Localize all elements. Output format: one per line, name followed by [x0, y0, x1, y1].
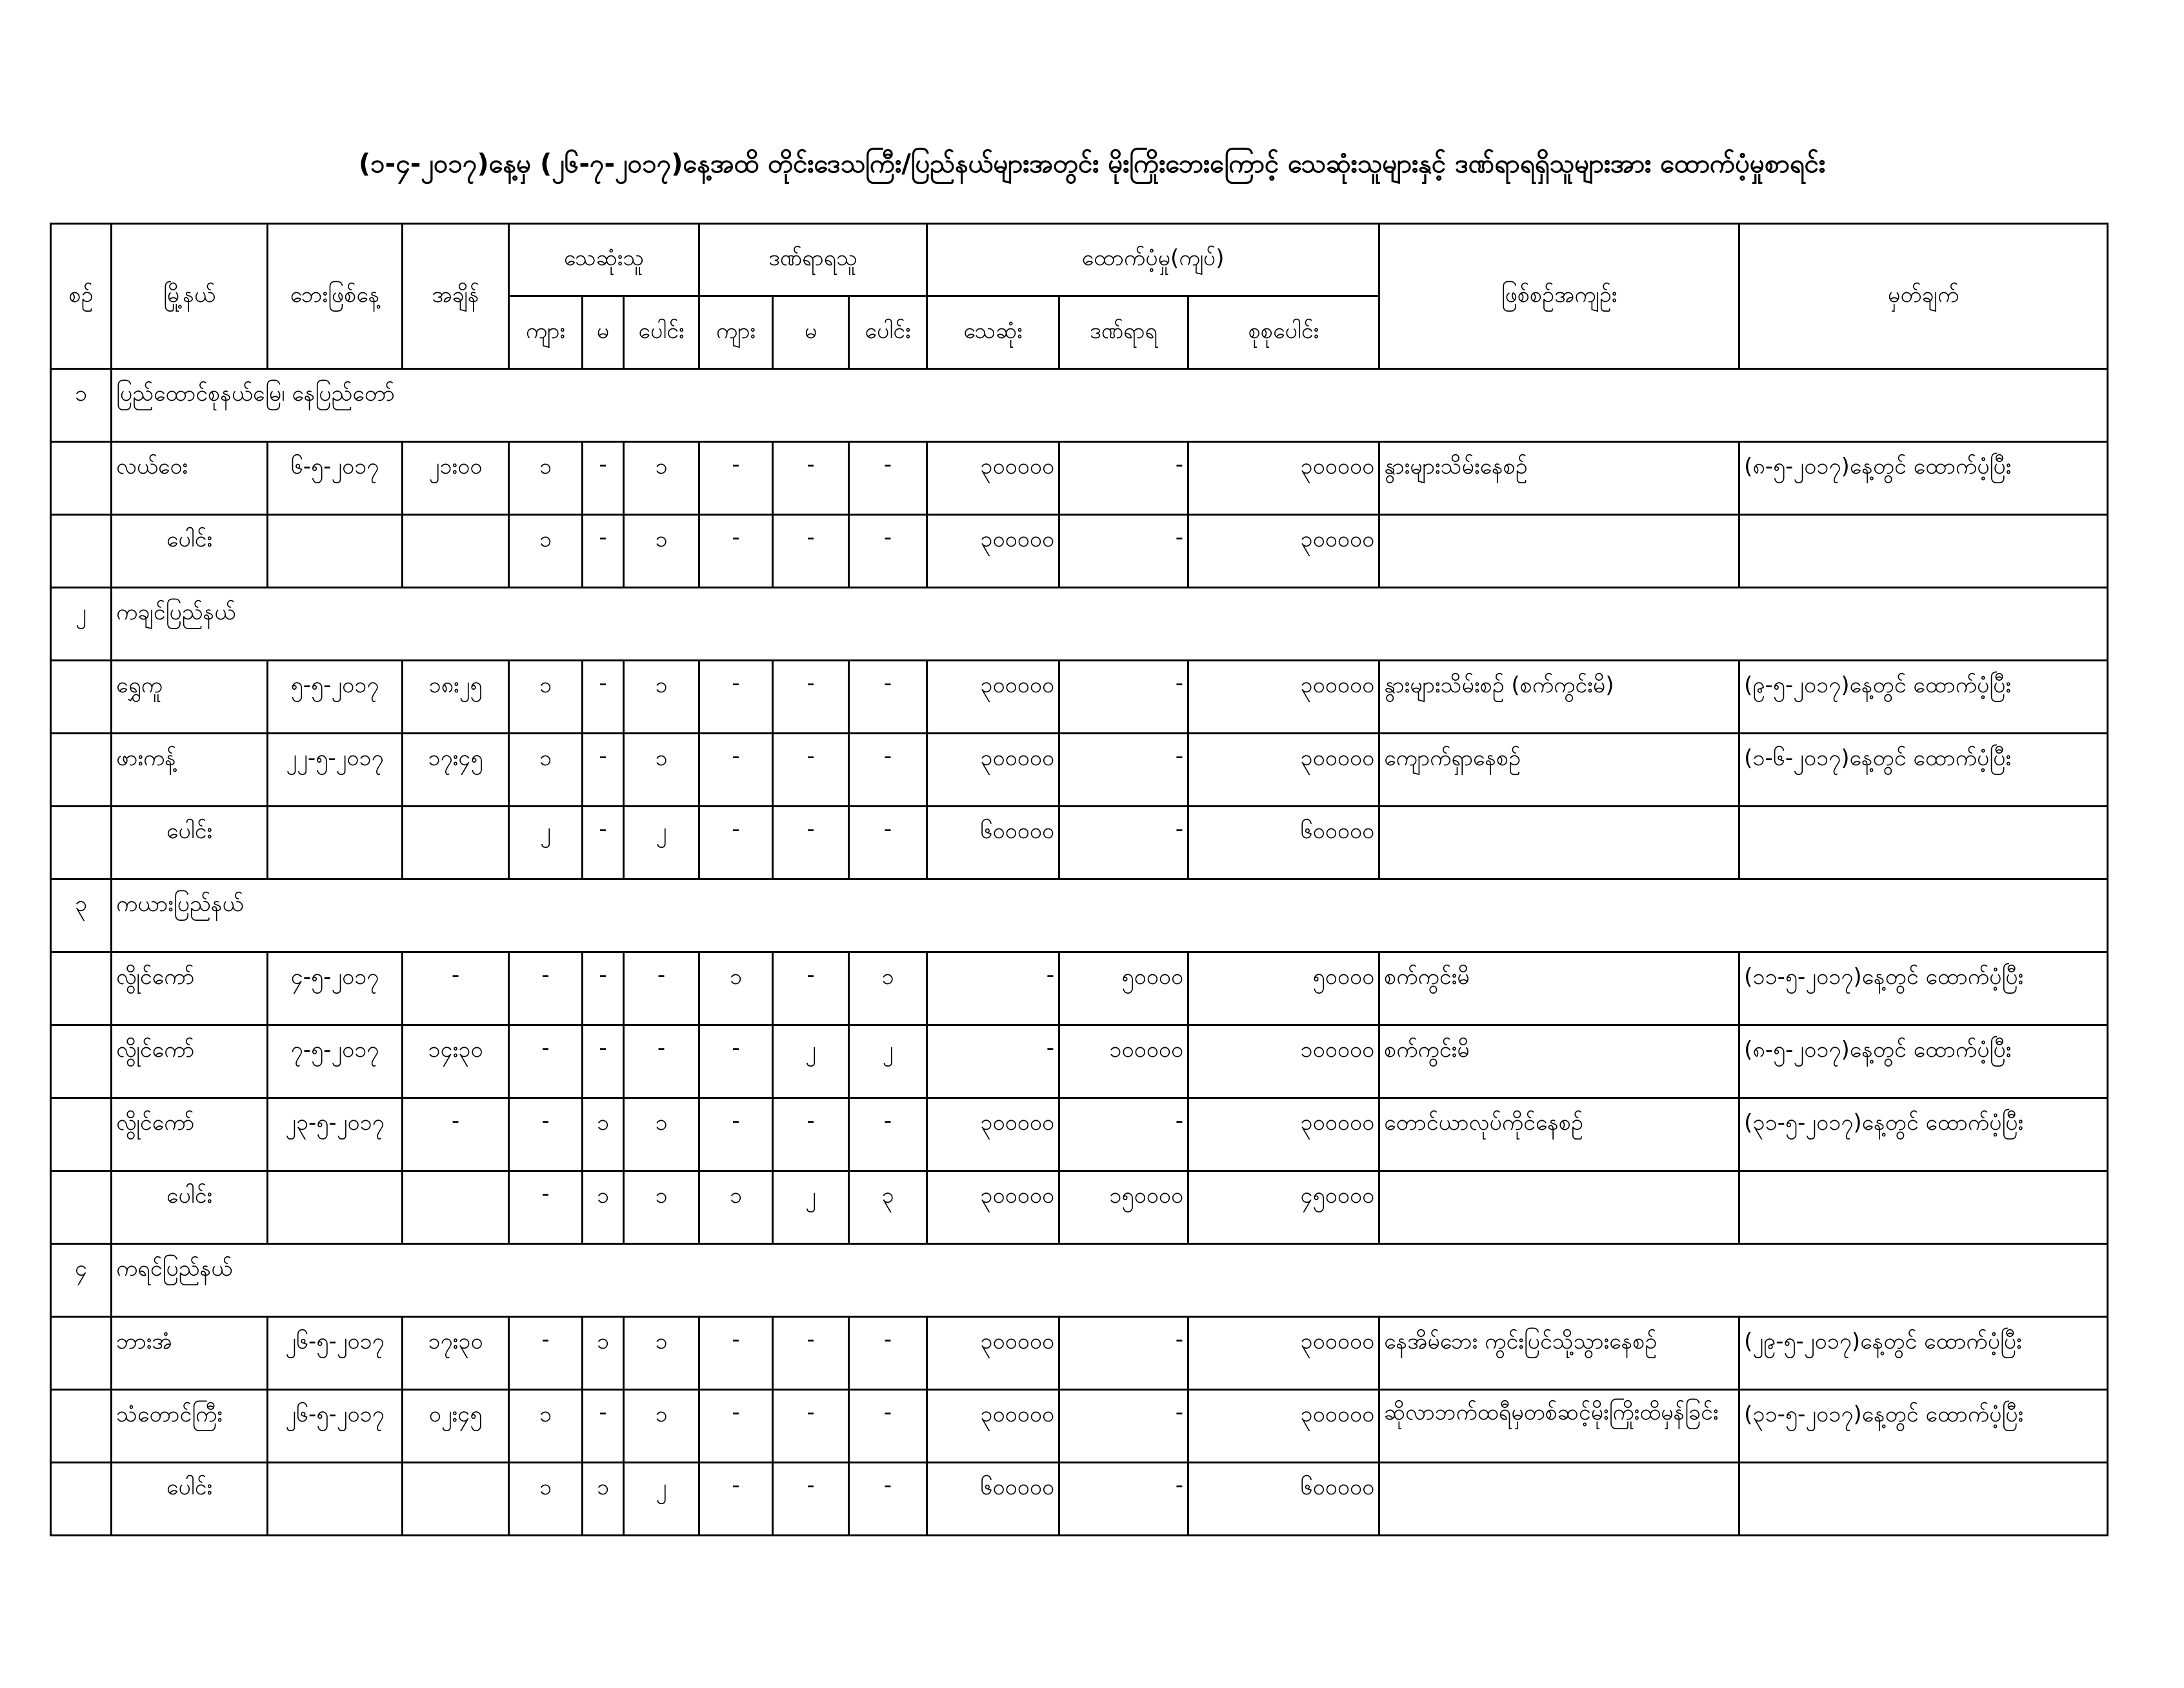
cell-support-dead: ၃၀၀၀၀၀ [927, 1317, 1059, 1390]
section-row [51, 1244, 2108, 1317]
cell-dead-total: ၁ [624, 1317, 699, 1390]
cell-dead-female: - [583, 661, 624, 734]
cell-no [51, 661, 112, 734]
cell-remark [1739, 807, 2108, 879]
section-name: ပြည်ထောင်စုနယ်မြေ၊ နေပြည်တော် [112, 369, 2108, 442]
cell-date [268, 1171, 403, 1244]
cell-time [403, 807, 509, 879]
table-row [51, 734, 2108, 807]
cell-remark: (၁-၆-၂၀၁၇)နေ့တွင် ထောက်ပံ့ပြီး [1739, 734, 2108, 807]
cell-township: လယ်ဝေး [112, 442, 268, 515]
total-injured-total: - [849, 807, 927, 879]
cell-remark [1739, 1463, 2108, 1536]
total-injured-male: - [699, 515, 773, 588]
cell-support-injured: - [1059, 661, 1188, 734]
section-name: ကချင်ပြည်နယ် [112, 588, 2108, 661]
cell-time [403, 1171, 509, 1244]
cell-injured-male: - [699, 1317, 773, 1390]
cell-date: ၇-၅-၂၀၁၇ [268, 1025, 403, 1098]
cell-time: - [403, 1098, 509, 1171]
section-no: ၂ [51, 588, 112, 661]
cell-dead-male: - [509, 952, 583, 1025]
cell-dead-total: - [624, 952, 699, 1025]
cell-support-injured: ၅၀၀၀၀ [1059, 952, 1188, 1025]
subtotal-label: ပေါင်း [112, 1463, 268, 1536]
cell-injured-male: - [699, 661, 773, 734]
cell-injured-female: - [773, 442, 849, 515]
cell-dead-total: ၁ [624, 442, 699, 515]
cell-support-total: ၃၀၀၀၀၀ [1188, 1317, 1379, 1390]
cell-dead-male: ၁ [509, 442, 583, 515]
col-header-township: မြို့နယ် [112, 224, 268, 369]
cell-remark: (၈-၅-၂၀၁၇)နေ့တွင် ထောက်ပံ့ပြီး [1739, 442, 2108, 515]
total-support-injured: - [1059, 807, 1188, 879]
cell-cause: စက်ကွင်းမိ [1379, 952, 1739, 1025]
total-dead-female: ၁ [583, 1171, 624, 1244]
total-injured-female: - [773, 807, 849, 879]
cell-dead-male: - [509, 1098, 583, 1171]
total-support-total: ၆၀၀၀၀၀ [1188, 807, 1379, 879]
cell-dead-female: - [583, 952, 624, 1025]
cell-injured-male: - [699, 734, 773, 807]
subtotal-label: ပေါင်း [112, 515, 268, 588]
cell-support-injured: - [1059, 1390, 1188, 1463]
col-header-time: အချိန် [403, 224, 509, 369]
cell-no [51, 1463, 112, 1536]
cell-no [51, 1390, 112, 1463]
total-dead-total: ၁ [624, 1171, 699, 1244]
cell-dead-female: ၁ [583, 1317, 624, 1390]
cell-injured-total: - [849, 661, 927, 734]
cell-cause: ကျောက်ရှာနေစဉ် [1379, 734, 1739, 807]
cell-township: ဖားကန့် [112, 734, 268, 807]
cell-dead-male: - [509, 1025, 583, 1098]
header-row-1 [51, 224, 2108, 296]
cell-cause [1379, 807, 1739, 879]
cell-time: ၁၄း၃၀ [403, 1025, 509, 1098]
cell-support-dead: ၃၀၀၀၀၀ [927, 1098, 1059, 1171]
total-dead-total: ၂ [624, 807, 699, 879]
cell-remark: (၈-၅-၂၀၁၇)နေ့တွင် ထောက်ပံ့ပြီး [1739, 1025, 2108, 1098]
cell-township: လွိုင်ကော် [112, 1098, 268, 1171]
cell-remark: (၉-၅-၂၀၁၇)နေ့တွင် ထောက်ပံ့ပြီး [1739, 661, 2108, 734]
cell-dead-female: - [583, 1390, 624, 1463]
cell-dead-male: - [509, 1317, 583, 1390]
table-row [51, 952, 2108, 1025]
cell-support-dead: - [927, 952, 1059, 1025]
cell-injured-total: - [849, 1098, 927, 1171]
cell-cause: စက်ကွင်းမိ [1379, 1025, 1739, 1098]
support-table [50, 223, 2109, 1536]
cell-support-dead: ၃၀၀၀၀၀ [927, 1390, 1059, 1463]
cell-remark: (၃၁-၅-၂၀၁၇)နေ့တွင် ထောက်ပံ့ပြီး [1739, 1390, 2108, 1463]
cell-no [51, 1317, 112, 1390]
cell-time [403, 1463, 509, 1536]
cell-cause [1379, 1463, 1739, 1536]
cell-injured-female: - [773, 1098, 849, 1171]
cell-date [268, 1463, 403, 1536]
cell-support-total: ၁၀၀၀၀၀ [1188, 1025, 1379, 1098]
cell-support-injured: - [1059, 442, 1188, 515]
total-dead-female: - [583, 515, 624, 588]
total-injured-female: ၂ [773, 1171, 849, 1244]
subtotal-row [51, 1463, 2108, 1536]
cell-dead-total: ၁ [624, 661, 699, 734]
cell-remark: (၃၁-၅-၂၀၁၇)နေ့တွင် ထောက်ပံ့ပြီး [1739, 1098, 2108, 1171]
cell-injured-female: - [773, 1317, 849, 1390]
total-support-total: ၆၀၀၀၀၀ [1188, 1463, 1379, 1536]
cell-injured-male: - [699, 1025, 773, 1098]
cell-dead-male: ၁ [509, 1390, 583, 1463]
cell-time [403, 515, 509, 588]
cell-injured-total: ၁ [849, 952, 927, 1025]
subtotal-label: ပေါင်း [112, 1171, 268, 1244]
cell-injured-female: - [773, 661, 849, 734]
subtotal-row [51, 807, 2108, 879]
cell-dead-male: ၁ [509, 734, 583, 807]
total-dead-male: ၁ [509, 1463, 583, 1536]
cell-support-injured: - [1059, 1098, 1188, 1171]
cell-time: ၂၁း၀၀ [403, 442, 509, 515]
cell-date: ၆-၅-၂၀၁၇ [268, 442, 403, 515]
sub-header-support-dead: သေဆုံး [927, 296, 1059, 369]
cell-no [51, 1025, 112, 1098]
cell-time: ၁၇း၄၅ [403, 734, 509, 807]
col-header-date: ဘေးဖြစ်နေ့ [268, 224, 403, 369]
cell-dead-total: - [624, 1025, 699, 1098]
section-row [51, 879, 2108, 952]
cell-dead-total: ၁ [624, 734, 699, 807]
cell-time: ၁၈း၂၅ [403, 661, 509, 734]
cell-cause [1379, 515, 1739, 588]
page-title: (၁-၄-၂၀၁၇)နေ့မှ (၂၆-၇-၂၀၁၇)နေ့အထိ တိုင်းဒေသကြီး/ပြည်နယ်များအတွင်း မိုးကြိုးဘေးကြောင့် သေဆုံးသူများနှင့် ဒဏ်ရာရရှိသူများအား ထောက်ပံ့မှုစာရင်း [358, 149, 1826, 179]
section-row [51, 588, 2108, 661]
cell-cause: နွားများသိမ်းစဉ် (စက်ကွင်းမိ) [1379, 661, 1739, 734]
cell-injured-total: - [849, 734, 927, 807]
table-row [51, 442, 2108, 515]
cell-injured-male: - [699, 1390, 773, 1463]
cell-remark: (၁၁-၅-၂၀၁၇)နေ့တွင် ထောက်ပံ့ပြီး [1739, 952, 2108, 1025]
sub-header-support-injured: ဒဏ်ရာရ [1059, 296, 1188, 369]
cell-dead-male: ၁ [509, 661, 583, 734]
cell-date: ၂၆-၅-၂၀၁၇ [268, 1317, 403, 1390]
total-injured-total: ၃ [849, 1171, 927, 1244]
cell-injured-female: ၂ [773, 1025, 849, 1098]
cell-injured-male: - [699, 442, 773, 515]
cell-injured-male: ၁ [699, 952, 773, 1025]
cell-support-dead: ၃၀၀၀၀၀ [927, 734, 1059, 807]
cell-support-injured: - [1059, 734, 1188, 807]
total-support-dead: ၆၀၀၀၀၀ [927, 1463, 1059, 1536]
total-support-dead: ၃၀၀၀၀၀ [927, 515, 1059, 588]
section-no: ၄ [51, 1244, 112, 1317]
section-no: ၃ [51, 879, 112, 952]
cell-dead-female: - [583, 734, 624, 807]
subtotal-label: ပေါင်း [112, 807, 268, 879]
total-support-dead: ၆၀၀၀၀၀ [927, 807, 1059, 879]
cell-dead-female: - [583, 442, 624, 515]
cell-township: လွိုင်ကော် [112, 952, 268, 1025]
table-row [51, 661, 2108, 734]
table-row [51, 1390, 2108, 1463]
cell-injured-female: - [773, 1390, 849, 1463]
subtotal-row [51, 1171, 2108, 1244]
total-support-total: ၄၅၀၀၀၀ [1188, 1171, 1379, 1244]
cell-support-injured: - [1059, 1317, 1188, 1390]
cell-no [51, 442, 112, 515]
total-dead-male: ၁ [509, 515, 583, 588]
col-header-cause: ဖြစ်စဉ်အကျဉ်း [1379, 224, 1739, 369]
cell-date: ၄-၅-၂၀၁၇ [268, 952, 403, 1025]
sub-header-dead-female: မ [583, 296, 624, 369]
cell-dead-total: ၁ [624, 1390, 699, 1463]
cell-no [51, 1098, 112, 1171]
cell-injured-male: - [699, 1098, 773, 1171]
cell-township: လွိုင်ကော် [112, 1025, 268, 1098]
table-row [51, 1317, 2108, 1390]
cell-remark [1739, 1171, 2108, 1244]
table-row [51, 1025, 2108, 1098]
cell-support-total: ၅၀၀၀၀ [1188, 952, 1379, 1025]
total-injured-male: - [699, 807, 773, 879]
total-support-dead: ၃၀၀၀၀၀ [927, 1171, 1059, 1244]
cell-remark [1739, 515, 2108, 588]
total-injured-female: - [773, 1463, 849, 1536]
cell-injured-total: ၂ [849, 1025, 927, 1098]
cell-no [51, 952, 112, 1025]
cell-no [51, 807, 112, 879]
cell-support-injured: ၁၀၀၀၀၀ [1059, 1025, 1188, 1098]
cell-time: ၁၇း၃၀ [403, 1317, 509, 1390]
total-support-injured: ၁၅၀၀၀၀ [1059, 1171, 1188, 1244]
cell-injured-total: - [849, 1390, 927, 1463]
total-dead-male: ၂ [509, 807, 583, 879]
total-dead-total: ၁ [624, 515, 699, 588]
cell-date: ၂၆-၅-၂၀၁၇ [268, 1390, 403, 1463]
sub-header-injured-female: မ [773, 296, 849, 369]
sub-header-dead-male: ကျား [509, 296, 583, 369]
cell-support-total: ၃၀၀၀၀၀ [1188, 734, 1379, 807]
total-support-injured: - [1059, 515, 1188, 588]
cell-injured-female: - [773, 952, 849, 1025]
cell-support-total: ၃၀၀၀၀၀ [1188, 1098, 1379, 1171]
cell-dead-female: ၁ [583, 1098, 624, 1171]
cell-date [268, 515, 403, 588]
cell-support-total: ၃၀၀၀၀၀ [1188, 661, 1379, 734]
total-injured-female: - [773, 515, 849, 588]
sub-header-dead-total: ပေါင်း [624, 296, 699, 369]
cell-no [51, 515, 112, 588]
cell-date: ၂၃-၅-၂၀၁၇ [268, 1098, 403, 1171]
total-dead-male: - [509, 1171, 583, 1244]
col-header-support: ထောက်ပံ့မှု(ကျပ်) [927, 224, 1379, 296]
cell-injured-female: - [773, 734, 849, 807]
cell-cause: နေအိမ်ဘေး ကွင်းပြင်သို့သွားနေစဉ် [1379, 1317, 1739, 1390]
cell-support-dead: ၃၀၀၀၀၀ [927, 661, 1059, 734]
total-injured-total: - [849, 1463, 927, 1536]
col-header-no: စဉ် [51, 224, 112, 369]
cell-date: ၅-၅-၂၀၁၇ [268, 661, 403, 734]
subtotal-row [51, 515, 2108, 588]
total-dead-female: - [583, 807, 624, 879]
total-injured-male: ၁ [699, 1171, 773, 1244]
section-name: ကရင်ပြည်နယ် [112, 1244, 2108, 1317]
total-dead-female: ၁ [583, 1463, 624, 1536]
cell-township: ရွှေကူ [112, 661, 268, 734]
col-header-remark: မှတ်ချက် [1739, 224, 2108, 369]
table-row [51, 1098, 2108, 1171]
cell-cause: ဆိုလာဘက်ထရီမှတစ်ဆင့်မိုးကြိုးထိမှန်ခြင်း [1379, 1390, 1739, 1463]
total-support-total: ၃၀၀၀၀၀ [1188, 515, 1379, 588]
cell-no [51, 734, 112, 807]
total-injured-total: - [849, 515, 927, 588]
total-injured-male: - [699, 1463, 773, 1536]
cell-injured-total: - [849, 442, 927, 515]
cell-cause: တောင်ယာလုပ်ကိုင်နေစဉ် [1379, 1098, 1739, 1171]
cell-injured-total: - [849, 1317, 927, 1390]
cell-dead-female: - [583, 1025, 624, 1098]
cell-township: သံတောင်ကြီး [112, 1390, 268, 1463]
cell-support-total: ၃၀၀၀၀၀ [1188, 1390, 1379, 1463]
cell-cause [1379, 1171, 1739, 1244]
sub-header-injured-total: ပေါင်း [849, 296, 927, 369]
cell-support-dead: - [927, 1025, 1059, 1098]
sub-header-support-total: စုစုပေါင်း [1188, 296, 1379, 369]
cell-date: ၂၂-၅-၂၀၁၇ [268, 734, 403, 807]
cell-support-total: ၃၀၀၀၀၀ [1188, 442, 1379, 515]
total-dead-total: ၂ [624, 1463, 699, 1536]
cell-date [268, 807, 403, 879]
cell-no [51, 1171, 112, 1244]
section-name: ကယားပြည်နယ် [112, 879, 2108, 952]
cell-time: - [403, 952, 509, 1025]
sub-header-injured-male: ကျား [699, 296, 773, 369]
cell-township: ဘားအံ [112, 1317, 268, 1390]
cell-time: ၀၂း၄၅ [403, 1390, 509, 1463]
section-no: ၁ [51, 369, 112, 442]
col-header-dead: သေဆုံးသူ [509, 224, 699, 296]
cell-cause: နွားများသိမ်းနေစဉ် [1379, 442, 1739, 515]
section-row [51, 369, 2108, 442]
cell-dead-total: ၁ [624, 1098, 699, 1171]
cell-remark: (၂၉-၅-၂၀၁၇)နေ့တွင် ထောက်ပံ့ပြီး [1739, 1317, 2108, 1390]
total-support-injured: - [1059, 1463, 1188, 1536]
cell-support-dead: ၃၀၀၀၀၀ [927, 442, 1059, 515]
col-header-injured: ဒဏ်ရာရသူ [699, 224, 927, 296]
